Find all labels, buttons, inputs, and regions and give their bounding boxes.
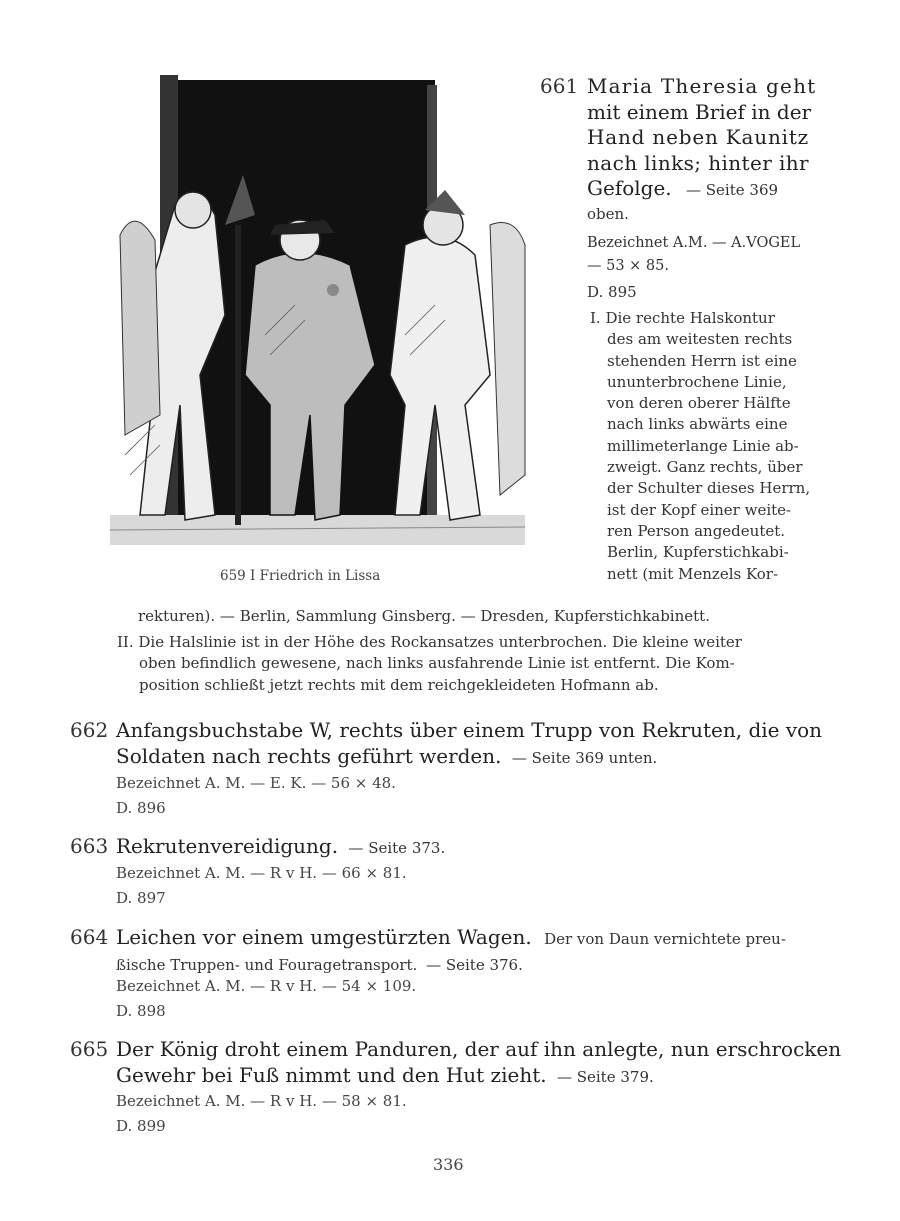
description: Der von Daun vernichtete preu- (544, 930, 786, 948)
note-line: millimeterlange Linie ab- (607, 436, 799, 455)
note-1 (590, 308, 820, 585)
page-reference-cont: oben. (587, 205, 629, 223)
d-reference: D. 896 (116, 799, 166, 817)
note-line: der Schulter dieses Herrn, (607, 479, 811, 498)
entry-662-title (116, 718, 822, 771)
signature-info: Bezeichnet A. M. — E. K. — 56 × 48. (116, 774, 396, 792)
title-line (587, 176, 812, 204)
d-reference: D. 898 (116, 1002, 166, 1020)
entry-663-title (116, 834, 445, 862)
entry-661-title (587, 74, 817, 204)
title-line-2: Gewehr bei Fuß nimmt und den Hut zieht. (116, 1062, 547, 1087)
title-line (116, 1063, 841, 1091)
note-line: stehenden Herrn ist eine (607, 351, 797, 370)
signature-info: Bezeichnet A. M. — R v H. — 66 × 81. (116, 864, 407, 882)
note-line: II. Die Halslinie ist in der Höhe des Rockansatzes unterbrochen. Die kleine weiter (117, 633, 742, 651)
entry-number-664: 664 (70, 925, 109, 949)
note-line: ren Person angedeutet. (607, 521, 786, 540)
illustration-friedrich-in-lissa (105, 75, 530, 555)
note-line: nett (mit Menzels Kor- (607, 564, 779, 583)
entry-number-665: 665 (70, 1037, 109, 1061)
entry-664-title (116, 925, 786, 978)
note-line: oben befindlich gewesene, nach links ausfahrende Linie ist entfernt. Die Kom- (139, 654, 735, 673)
note-line: nach links abwärts eine (607, 415, 788, 434)
signature-info: Bezeichnet A. M. — R v H. — 58 × 81. (116, 1092, 407, 1110)
page-reference: — Seite 369 unten. (511, 748, 658, 767)
note-line: I. Die rechte Halskontur (590, 309, 775, 327)
entry-number-661: 661 (540, 74, 579, 98)
page-reference: — Seite 379. (556, 1067, 654, 1086)
signature-info: Bezeichnet A. M. — R v H. — 54 × 109. (116, 977, 417, 995)
title-last: Gefolge. (587, 176, 672, 200)
page-reference: — Seite 376. (426, 955, 523, 974)
title-line: mit einem Brief in der (587, 99, 812, 124)
title-line: nach links; hinter ihr (587, 150, 809, 175)
note-1-end: rekturen). — Berlin, Sammlung Ginsberg. — Dresden, Kupferstichkabinett. (138, 607, 710, 625)
title-line: Anfangsbuchstabe W, rechts über einem Trupp von Rekruten, die von (116, 718, 823, 742)
title-line: Maria Theresia geht (587, 74, 817, 98)
page-reference: — Seite 369 (686, 181, 779, 199)
title-line (116, 744, 822, 772)
page-reference: — Seite 373. (348, 839, 446, 857)
page-number: 336 (433, 1155, 464, 1174)
title-line-2: Soldaten nach rechts geführt werden. (116, 743, 502, 768)
figure-caption: 659 I Friedrich in Lissa (220, 568, 381, 584)
title-line: Hand neben Kaunitz (587, 125, 809, 149)
note-line: Berlin, Kupferstichkabi- (607, 543, 789, 562)
title-line: Der König droht einem Panduren, der auf ihn anlegte, nun erschrocken (116, 1037, 842, 1061)
note-line: position schließt jetzt rechts mit dem reichgekleideten Hofmann ab. (139, 675, 659, 694)
entry-number-662: 662 (70, 718, 109, 742)
title-text: Leichen vor einem umgestürzten Wagen. (116, 925, 532, 949)
note-line: des am weitesten rechts (607, 330, 793, 349)
note-line: ununterbrochene Linie, (607, 372, 787, 391)
title-text: Rekrutenvereidigung. (116, 834, 339, 858)
entry-665-title (116, 1037, 841, 1090)
note-line: ist der Kopf einer weite- (607, 500, 792, 519)
d-reference: D. 897 (116, 889, 166, 907)
engraving-image (105, 75, 530, 555)
signature-info: Bezeichnet A.M. — A.VOGEL (587, 235, 801, 251)
note-line: von deren oberer Hälfte (607, 394, 791, 413)
entry-number-663: 663 (70, 834, 109, 858)
note-line: zweigt. Ganz rechts, über (607, 458, 803, 477)
d-reference: D. 895 (587, 283, 637, 301)
title-line (116, 925, 786, 953)
dimensions: — 53 × 85. (587, 258, 669, 274)
d-reference: D. 899 (116, 1117, 166, 1135)
description-text: ßische Truppen- und Fouragetransport. (116, 955, 418, 974)
note-2 (117, 632, 817, 696)
